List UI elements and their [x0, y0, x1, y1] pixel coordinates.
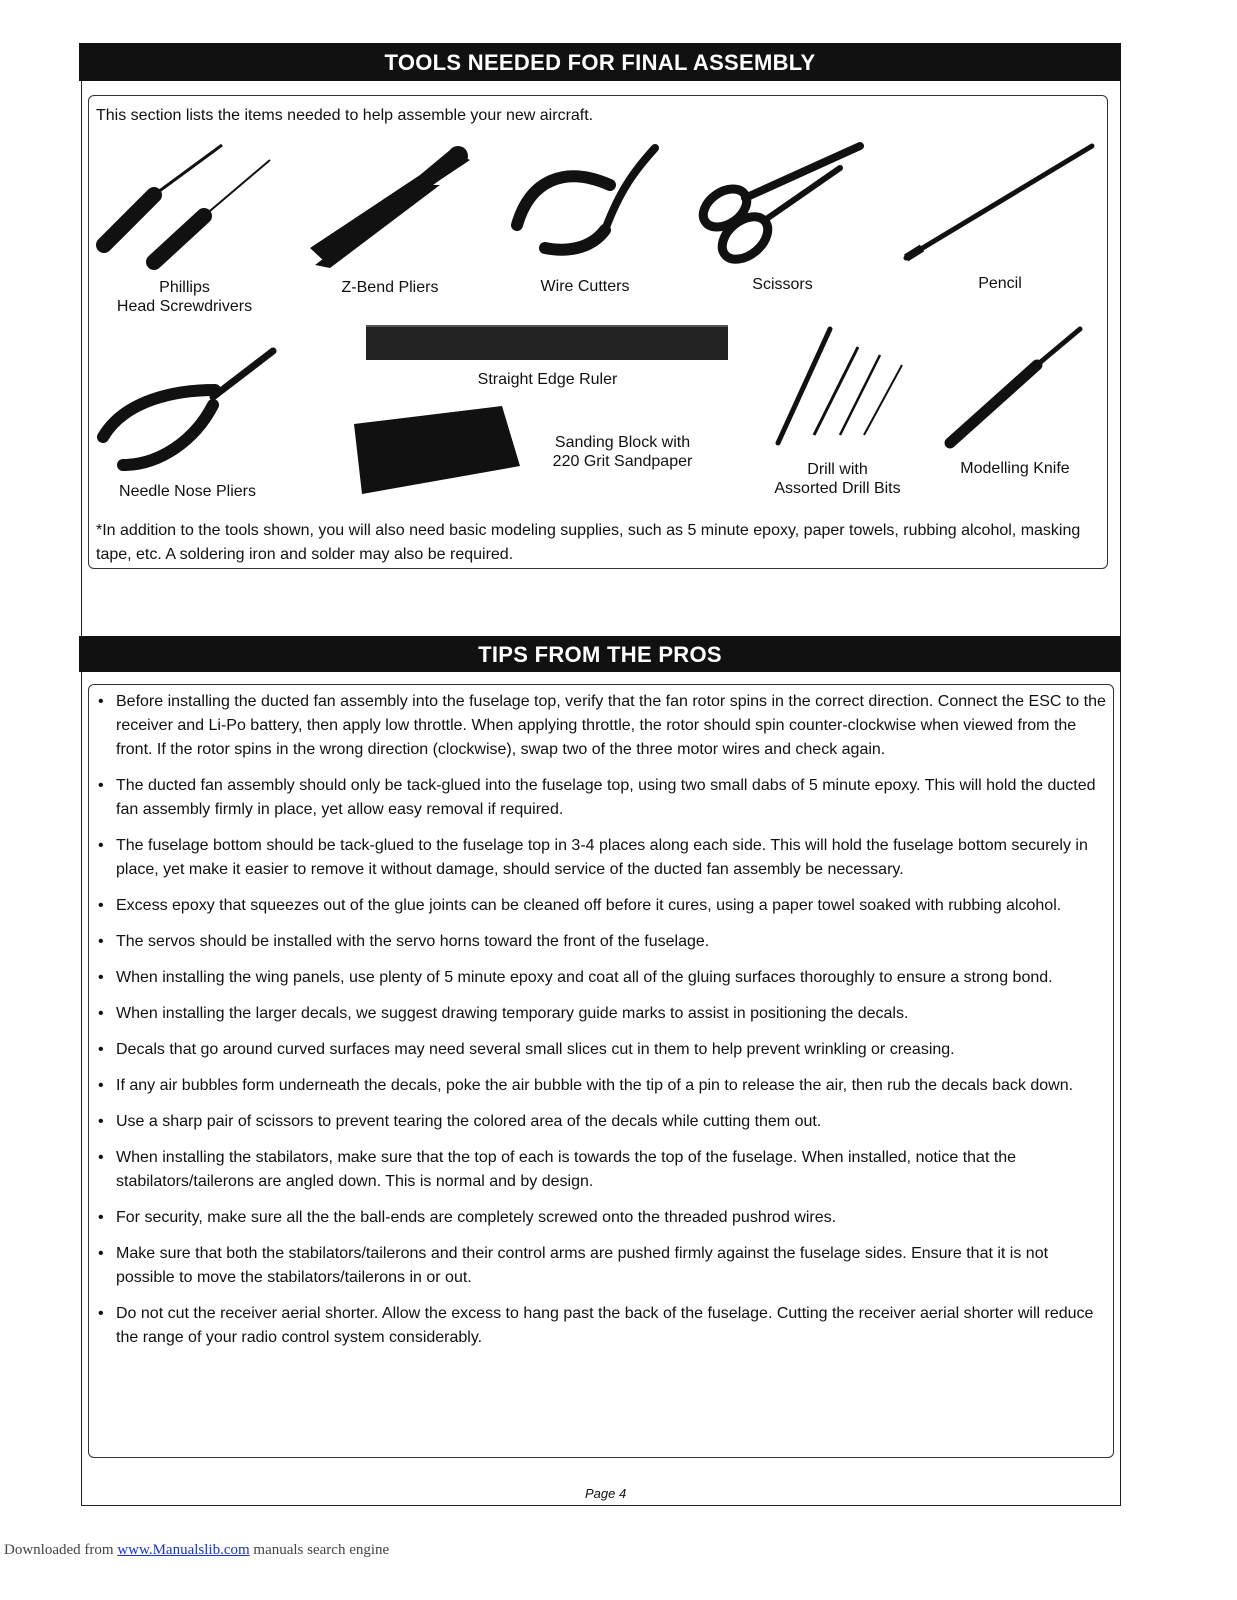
tool-label-zbend: Z-Bend Pliers [341, 279, 439, 296]
list-item: • When installing the wing panels, use plenty of 5 minute epoxy and coat all of the gluing surfaces thoroughly to ensure a strong bond. [98, 966, 1106, 990]
tool-label-pencil: Pencil [978, 275, 1022, 292]
list-item: • The ducted fan assembly should only be tack-glued into the fuselage top, using two small dabs of 5 minute epoxy. This will hold the ducted fan assembly firmly in place, yet allow easy removal if required. [98, 774, 1106, 822]
list-item: • Use a sharp pair of scissors to prevent tearing the colored area of the decals while cutting them out. [98, 1110, 1106, 1134]
modelling-knife-icon [942, 325, 1087, 450]
tool-label-phillips: Phillips Head Screwdrivers [116, 279, 253, 315]
manualslib-link[interactable]: www.Manualslib.com [117, 1542, 250, 1558]
list-item: • Excess epoxy that squeezes out of the glue joints can be cleaned off before it cures, using a paper towel soaked with rubbing alcohol. [98, 894, 1106, 918]
wire-cutters-icon [505, 140, 665, 260]
ruler-icon [366, 325, 728, 360]
footer-suffix: manuals search engine [249, 1542, 390, 1558]
scissors-icon [690, 138, 870, 268]
tools-intro: This section lists the items needed to help assemble your new aircraft. [96, 107, 594, 124]
list-item: • The servos should be installed with the servo horns toward the front of the fuselage. [98, 930, 1106, 954]
list-item: • For security, make sure all the the ball-ends are completely screwed onto the threaded pushrod wires. [98, 1206, 1106, 1230]
list-item: • When installing the larger decals, we suggest drawing temporary guide marks to assist in positioning the decals. [98, 1002, 1106, 1026]
tool-label-knife: Modelling Knife [960, 460, 1070, 477]
tool-label-sanding: Sanding Block with 220 Grit Sandpaper [552, 434, 693, 470]
tool-label-wire-cutters: Wire Cutters [540, 278, 630, 295]
tool-label-scissors: Scissors [752, 276, 813, 293]
tips-list [98, 690, 1106, 1362]
list-item: • If any air bubbles form underneath the decals, poke the air bubble with the tip of a pin to release the air, then rub the decals back down. [98, 1074, 1106, 1098]
download-footer [4, 1542, 389, 1559]
screwdrivers-icon [92, 140, 277, 275]
list-item: • Do not cut the receiver aerial shorter. Allow the excess to hang past the back of the fuselage. Cutting the receiver aerial shorter will reduce the range of your radio control system considerably. [98, 1302, 1106, 1350]
z-bend-pliers-icon [300, 140, 480, 270]
tools-note: *In addition to the tools shown, you will also need basic modeling supplies, such as 5 minute epoxy, paper towels, rubbing alcohol, masking tape, etc. A soldering iron and solder may also be required. [96, 522, 1081, 563]
list-item: • Decals that go around curved surfaces may need several small slices cut in them to help prevent wrinkling or creasing. [98, 1038, 1106, 1062]
list-item: • When installing the stabilators, make sure that the top of each is towards the top of the fuselage. When installed, notice that the stabilators/tailerons are angled down. This is normal and by design. [98, 1146, 1106, 1194]
list-item: • Before installing the ducted fan assembly into the fuselage top, verify that the fan rotor spins in the correct direction. Connect the ESC to the receiver and Li-Po battery, then apply low throttle. When applying throttle, the rotor should spin counter-clockwise when viewed from the front. If the rotor spins in the wrong direction (clockwise), swap two of the three motor wires and check again. [98, 690, 1106, 762]
pencil-icon [900, 140, 1100, 265]
footer-prefix: Downloaded from [4, 1542, 118, 1558]
page-number: Page 4 [585, 1486, 627, 1501]
tool-label-ruler: Straight Edge Ruler [477, 371, 618, 388]
list-item: • Make sure that both the stabilators/tailerons and their control arms are pushed firmly against the fuselage sides. Ensure that it is not possible to move the stabilators/tailerons in or out. [98, 1242, 1106, 1290]
sanding-block-icon [352, 402, 524, 498]
needle-nose-pliers-icon [95, 345, 280, 475]
tool-label-drill: Drill with Assorted Drill Bits [774, 461, 901, 497]
tool-label-needle-nose: Needle Nose Pliers [119, 483, 256, 500]
drill-bits-icon [770, 325, 910, 450]
tools-section-title: TOOLS NEEDED FOR FINAL ASSEMBLY [79, 43, 1121, 81]
list-item: • The fuselage bottom should be tack-glued to the fuselage top in 3-4 places along each side. This will hold the fuselage bottom securely in place, yet make it easier to remove it without damage, should service of the ducted fan assembly be necessary. [98, 834, 1106, 882]
tips-section-title: TIPS FROM THE PROS [79, 636, 1121, 672]
